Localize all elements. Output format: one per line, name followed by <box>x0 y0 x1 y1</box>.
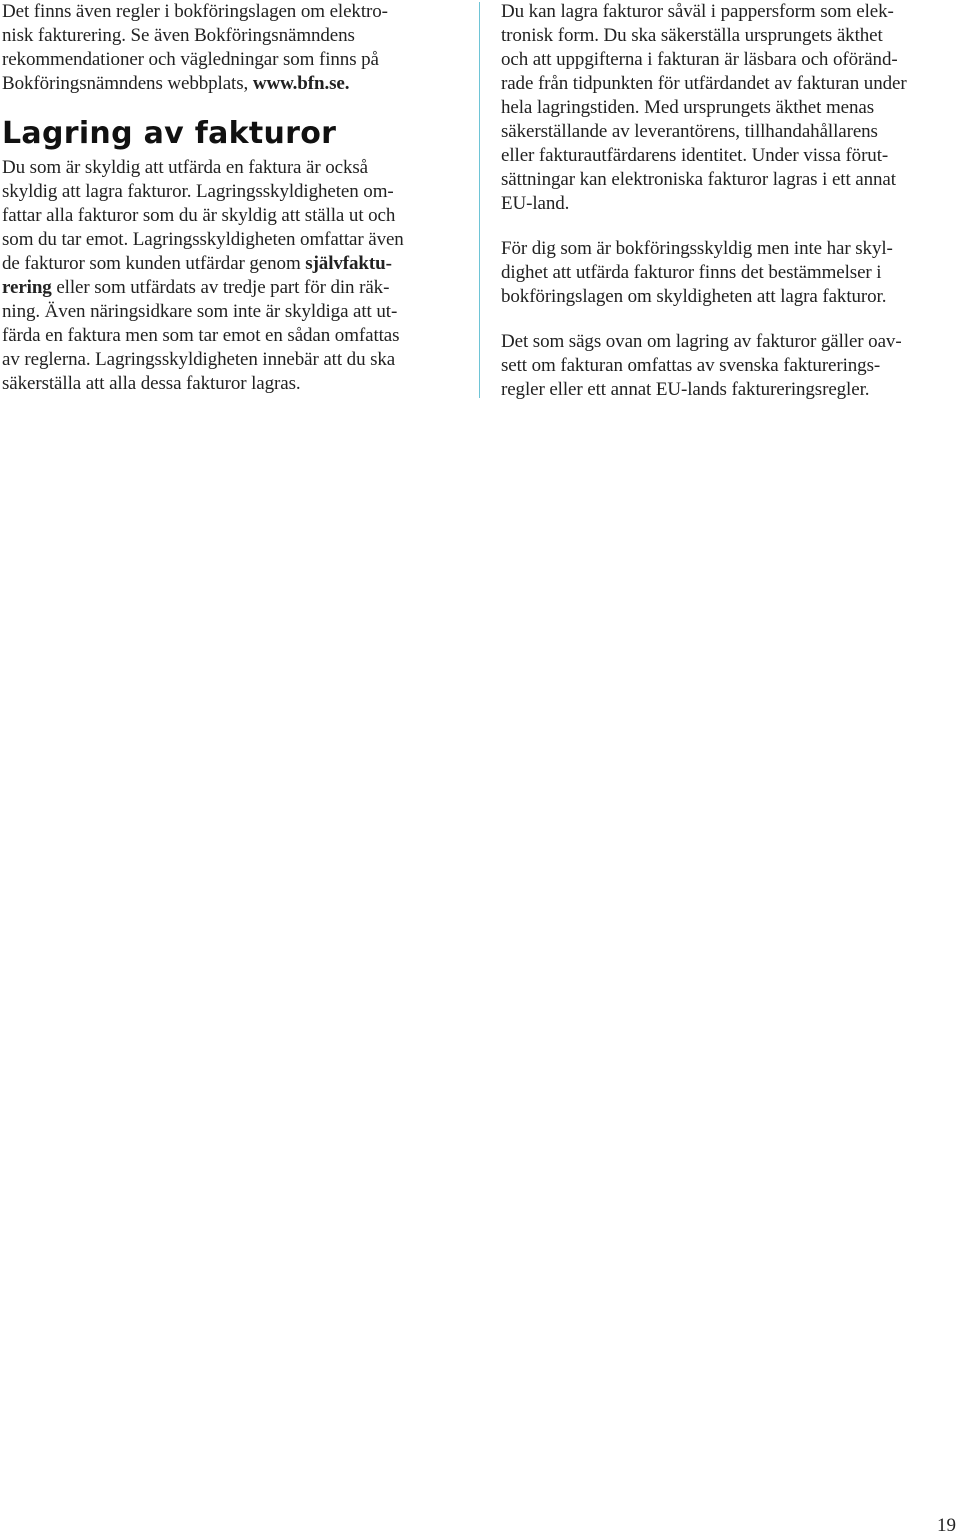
paragraph-1-line: tronisk form. Du ska säkerställa ursprungets äkthet <box>501 25 883 46</box>
term-sjalvfakturering: rering <box>2 277 52 298</box>
body-line: som du tar emot. Lagringsskyldigheten omfattar även <box>2 229 404 250</box>
term-sjalvfakturering: självfaktu- <box>305 253 392 274</box>
paragraph-3-line: sett om fakturan omfattas av svenska fakturerings- <box>501 355 881 376</box>
paragraph-3-line: regler eller ett annat EU-lands faktureringsregler. <box>501 379 870 400</box>
paragraph-spacer <box>501 309 957 330</box>
intro-line: rekommendationer och vägledningar som finns på <box>2 49 379 70</box>
paragraph-1-line: sättningar kan elektroniska fakturor lagras i ett annat <box>501 169 896 190</box>
paragraph-3-line: Det som sägs ovan om lagring av fakturor gäller oav- <box>501 331 902 352</box>
paragraph-1-line: eller fakturautfärdarens identitet. Under vissa förut- <box>501 145 889 166</box>
intro-line: nisk fakturering. Se även Bokföringsnämndens <box>2 25 355 46</box>
body-line: säkerställa att alla dessa fakturor lagras. <box>2 373 301 394</box>
body-text: de fakturor som kunden utfärdar genom <box>2 253 306 274</box>
column-divider <box>479 2 480 398</box>
paragraph-1-line: och att uppgifterna i fakturan är läsbara och oföränd- <box>501 49 898 70</box>
intro-text: Bokföringsnämndens webbplats, <box>2 73 253 94</box>
paragraph-1-line: rade från tidpunkten för utfärdandet av fakturan under <box>501 73 907 94</box>
intro-line-last <box>2 72 472 96</box>
bfn-website-link[interactable]: www.bfn.se. <box>252 73 350 94</box>
body-line: Du som är skyldig att utfärda en faktura är också <box>2 157 368 178</box>
right-column <box>501 0 957 402</box>
body-line: färda en faktura men som tar emot en sådan omfattas <box>2 325 400 346</box>
paragraph-2-line: bokföringslagen om skyldigheten att lagra fakturor. <box>501 286 887 307</box>
body-line: av reglerna. Lagringsskyldigheten innebär att du ska <box>2 349 396 370</box>
paragraph-1-line: EU-land. <box>501 193 570 214</box>
paragraph-spacer <box>501 216 957 237</box>
body-line: ning. Även näringsidkare som inte är skyldiga att ut- <box>2 301 398 322</box>
body-line: skyldig att lagra fakturor. Lagringsskyldigheten om- <box>2 181 394 202</box>
paragraph-1-line: hela lagringstiden. Med ursprungets äkthet menas <box>501 97 874 118</box>
body-line-with-term <box>2 276 472 300</box>
section-heading: Lagring av fakturor <box>2 116 337 151</box>
paragraph-1-line: Du kan lagra fakturor såväl i pappersform som elek- <box>501 1 894 22</box>
page-number: 19 <box>937 1515 956 1536</box>
body-line-with-term <box>2 252 472 276</box>
intro-line: Det finns även regler i bokföringslagen om elektro- <box>2 1 388 22</box>
left-column <box>2 0 472 396</box>
body-line: fattar alla fakturor som du är skyldig att ställa ut och <box>2 205 396 226</box>
paragraph-1-line: säkerställande av leverantörens, tillhandahållarens <box>501 121 878 142</box>
paragraph-2-line: dighet att utfärda fakturor finns det bestämmelser i <box>501 262 882 283</box>
paragraph-2-line: För dig som är bokföringsskyldig men inte har skyl- <box>501 238 893 259</box>
body-text: eller som utfärdats av tredje part för din räk- <box>51 277 390 298</box>
